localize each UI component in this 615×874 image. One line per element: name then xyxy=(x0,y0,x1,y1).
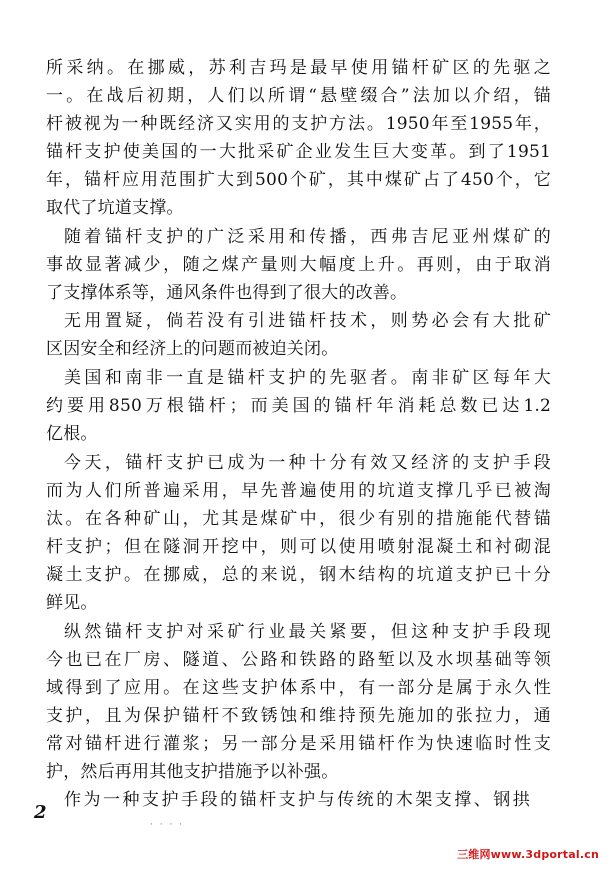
text-line: 杆被视为一种既经济又实用的支护方法。1950年至1955年， xyxy=(46,114,551,134)
text-line: 凝土支护。在挪威，总的来说，钢木结构的坑道支护已十分 xyxy=(46,565,551,585)
scan-noise: · · · · xyxy=(150,820,185,830)
text-line: 亿根。 xyxy=(46,424,98,444)
text-line: 随着锚杆支护的广泛采用和传播，西弗吉尼亚州煤矿的 xyxy=(64,227,551,247)
text-line: 而为人们所普遍采用，早先普遍使用的坑道支撑几乎已被淘 xyxy=(46,481,551,501)
text-line: 锚杆支护使美国的一大批采矿企业发生巨大变革。到了1951 xyxy=(46,142,551,162)
text-line: 纵然锚杆支护对采矿行业最关紧要，但这种支护手段现 xyxy=(64,622,551,642)
text-line: 美国和南非一直是锚杆支护的先驱者。南非矿区每年大 xyxy=(64,368,551,388)
watermark: 三维网www.3dportal.cn xyxy=(457,848,599,861)
text-line: 今天，锚杆支护已成为一种十分有效又经济的支护手段 xyxy=(64,453,551,473)
text-line: 鲜见。 xyxy=(46,593,98,613)
text-line: 今也已在厂房、隧道、公路和铁路的路堑以及水坝基础等领 xyxy=(46,650,551,670)
text-line: 支护，且为保护锚杆不致锈蚀和维持预先施加的张拉力，通 xyxy=(46,706,551,726)
text-line: 年，锚杆应用范围扩大到500个矿，其中煤矿占了450个，它 xyxy=(46,170,551,190)
text-line: 护，然后再用其他支护措施予以补强。 xyxy=(46,762,339,782)
text-line: 约要用850万根锚杆；而美国的锚杆年消耗总数已达1.2 xyxy=(46,396,551,416)
text-line: 汰。在各种矿山，尤其是煤矿中，很少有别的措施能代替锚 xyxy=(46,509,551,529)
text-line: 所采纳。在挪威，苏利吉玛是最早使用锚杆矿区的先驱之 xyxy=(46,58,551,78)
text-line: 域得到了应用。在这些支护体系中，有一部分是属于永久性 xyxy=(46,678,551,698)
page-number: 2 xyxy=(34,802,47,823)
text-line: 一。在战后初期，人们以所谓“悬壁缀合”法加以介绍，锚 xyxy=(46,86,551,106)
text-line: 作为一种支护手段的锚杆支护与传统的木架支撑、钢拱 xyxy=(64,790,530,810)
text-line: 杆支护；但在隧洞开挖中，则可以使用喷射混凝土和衬砌混 xyxy=(46,537,551,557)
text-line: 无用置疑，倘若没有引进锚杆技术，则势必会有大批矿 xyxy=(64,311,551,331)
text-line: 常对锚杆进行灌浆；另一部分是采用锚杆作为快速临时性支 xyxy=(46,734,551,754)
text-line: 取代了坑道支撑。 xyxy=(46,198,184,218)
text-line: 事故显著减少，随之煤产量则大幅度上升。再则，由于取消 xyxy=(46,255,551,275)
text-line: 了支撑体系等，通风条件也得到了很大的改善。 xyxy=(46,283,408,303)
text-line: 区因安全和经济上的问题而被迫关闭。 xyxy=(46,339,339,359)
